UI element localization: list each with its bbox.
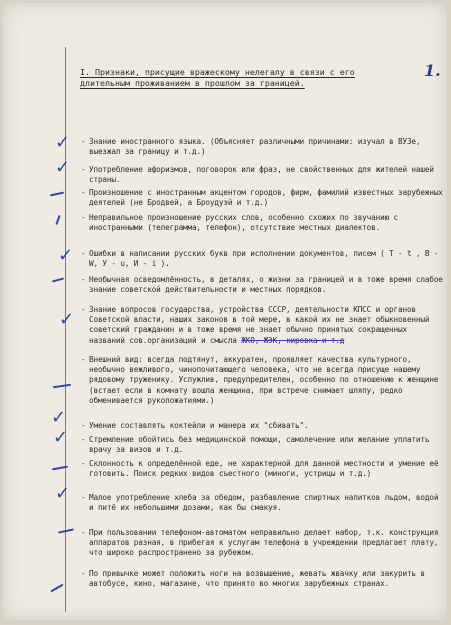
check-mark: ✓ (59, 309, 75, 330)
check-mark: ✓ (53, 427, 69, 448)
tick-dash-mark (50, 584, 63, 593)
list-item-text: Знание вопросов государства, устройства СССР, деятельности КПСС и органов Советской власти, наших законов в той мере, в какой их не знает обыкновенный советский гражданин и в тоже время не знает обычно принятых сокращенных названий сов.организаций и смысла (89, 305, 430, 345)
list-item: Произношение с иностранным акцентом городов, фирм, фамилий известных зарубежных деятелей (не Бродвей, а Броудуэй и т.д.) (89, 188, 443, 208)
tick-dash-mark (53, 384, 71, 388)
item-dash: - (81, 435, 86, 444)
item-dash: - (81, 493, 86, 502)
list-item: Малое употребление хлеба за обедом, разбавление спиртных напитков льдом, водой и питё их небольшими дозами, как бы смакуя. (89, 493, 439, 513)
tick-dash-mark (58, 528, 74, 533)
tick-dash-mark (50, 192, 64, 197)
section-heading: I. Признаки, присущие вражескому нелегалу в связи с его длительным проживанием в прошлом за границей. (80, 67, 355, 88)
list-item: Внешний вид: всегда подтянут, аккуратен, проявляет качества культурного, необычно вежливого, чинопочитающего человека, что не всегда присуще нашему рядовому труженику. Услужлив, предупредителен, особенно по отношению к женщине (встает если в комнату вошла женщина, при встрече снимает шляпу, редко обменивается рукопожатиями.) (89, 355, 439, 405)
tick-dash-mark (55, 215, 60, 225)
item-dash: - (81, 249, 86, 258)
list-item: При пользовании телефоном-автоматом неправильно делает набор, т.к. конструкция аппаратов разная, в прибегая к услугам телефона в учреждении предлагает плату, что широко распространено за рубежом. (89, 528, 439, 558)
check-mark: ✓ (51, 407, 67, 428)
tick-dash-mark (52, 277, 64, 282)
check-mark: ✓ (55, 157, 71, 178)
item-dash: - (81, 137, 86, 146)
check-mark: ✓ (55, 483, 71, 504)
item-dash: - (81, 165, 86, 174)
list-item: Ошибки в написании русских букв при исполнении документов, писем ( Т - t , В - W, У - u, И - i ). (89, 249, 439, 269)
list-item: По привычке может положить ноги на возвышение, жевать жвачку или закурить в автобусе, кино, магазине, что принято во многих зарубежных странах. (89, 569, 425, 589)
check-mark: ✓ (58, 245, 74, 266)
list-item: Стремление обойтись без медицинской помощи, самолечение или желание уплатить врачу за визов и т.д. (89, 435, 430, 455)
list-item: Умение составлять коктейли и манера их "сбивать". (89, 421, 309, 430)
document-page (3, 3, 447, 620)
page-number: 1. (424, 61, 441, 80)
check-mark: ✓ (55, 132, 71, 153)
list-item: Знание иностранного языка. (Объясняет различными причинами: изучал в ВУЗе, выезжал за границу и т.д.) (89, 137, 421, 157)
list-item: Употребление афоризмов, поговорок или фраз, не свойственных для жителей нашей страны. (89, 165, 434, 185)
item-dash: - (81, 528, 86, 537)
list-item: Склонность к определённой еде, не характерной для данной местности и умение её готовить. Поиск редких видов съестного (миноги, устрицы и т.д.) (89, 459, 439, 479)
item-dash: - (81, 275, 86, 284)
list-item: Неправильное произношение русских слов, особенно схожих по звучанию с иностранными (телеграмма, телефон), отсутствие местных диалектов. (89, 213, 399, 233)
struck-through-text: ЖКО, ЖЭК, кировка и т.д (241, 335, 345, 345)
list-item: Необычная осведомлённость, в деталях, о жизни за границей и в тоже время слабое знание советской действительности и местных порядков. (89, 275, 443, 295)
item-dash: - (81, 305, 86, 314)
list-item (89, 305, 445, 346)
item-dash: - (81, 459, 86, 468)
item-dash: - (81, 421, 86, 430)
item-dash: - (81, 188, 86, 197)
item-dash: - (81, 569, 86, 578)
item-dash: - (81, 213, 86, 222)
item-dash: - (81, 355, 86, 364)
